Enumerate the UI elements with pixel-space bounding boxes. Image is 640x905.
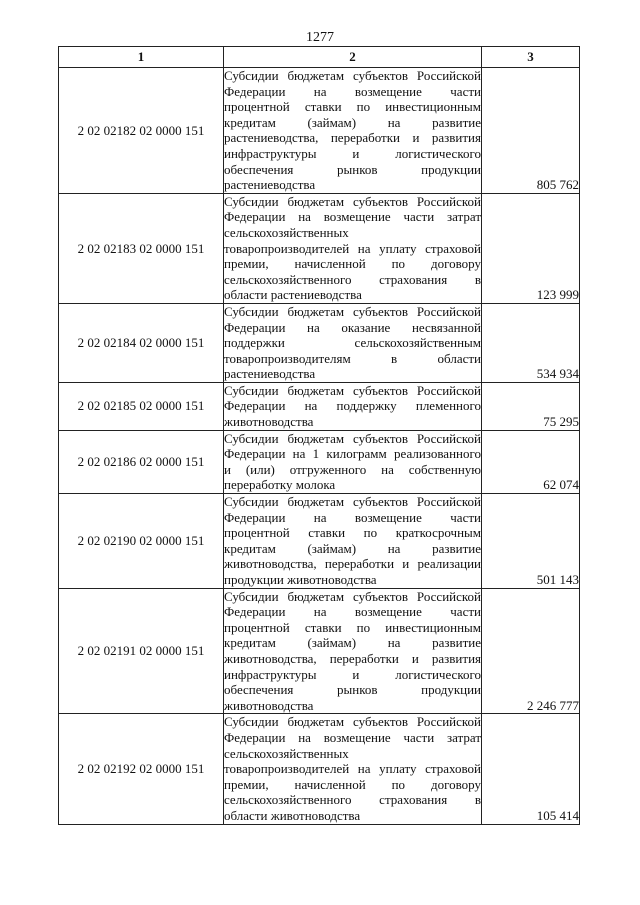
- budget-code: 2 02 02191 02 0000 151: [59, 588, 224, 714]
- table-row: [59, 303, 580, 382]
- description-line: Федерации на возмещение части: [224, 604, 481, 620]
- description-line: растениеводства: [224, 177, 316, 193]
- subsidy-amount: 75 295: [482, 382, 580, 430]
- budget-code: 2 02 02185 02 0000 151: [59, 382, 224, 430]
- subsidy-amount: 534 934: [482, 303, 580, 382]
- description-line: Федерации на возмещение части: [224, 83, 481, 99]
- description-line: кредитам (займам) на развитие: [224, 540, 481, 556]
- subsidy-description: [224, 714, 482, 824]
- description-line: области животноводства: [224, 807, 361, 823]
- description-line: Федерации на оказание несвязанной: [224, 319, 481, 335]
- subsidy-description: [224, 382, 482, 430]
- column-header-description: 2: [224, 47, 482, 68]
- description-line: премии, начисленной по договору: [224, 776, 481, 792]
- table-row: [59, 714, 580, 824]
- description-line: Субсидии бюджетам субъектов Российской: [224, 193, 481, 209]
- table-row: [59, 193, 580, 303]
- subsidy-description: [224, 588, 482, 714]
- description-line: животноводства: [224, 414, 314, 430]
- description-line: сельскохозяйственного страхования в: [224, 792, 481, 808]
- description-line: Субсидии бюджетам субъектов Российской: [224, 68, 481, 83]
- description-line: Федерации на возмещение части: [224, 509, 481, 525]
- subsidy-description: [224, 303, 482, 382]
- description-line: Субсидии бюджетам субъектов Российской: [224, 494, 481, 510]
- description-line: Федерации на возмещение части затрат: [224, 729, 481, 745]
- subsidy-description: [224, 193, 482, 303]
- table-body: [59, 68, 580, 825]
- description-line: Субсидии бюджетам субъектов Российской: [224, 303, 481, 319]
- description-line: Субсидии бюджетам субъектов Российской: [224, 588, 481, 604]
- description-line: Субсидии бюджетам субъектов Российской: [224, 382, 481, 398]
- subsidy-amount: 123 999: [482, 193, 580, 303]
- subsidy-description: [224, 430, 482, 493]
- description-line: процентной ставки по инвестиционным: [224, 619, 481, 635]
- table-row: [59, 382, 580, 430]
- budget-code: 2 02 02183 02 0000 151: [59, 193, 224, 303]
- description-line: Федерации на 1 килограмм реализованного: [224, 446, 481, 462]
- budget-code: 2 02 02182 02 0000 151: [59, 68, 224, 194]
- subsidy-amount: 62 074: [482, 430, 580, 493]
- description-line: Субсидии бюджетам субъектов Российской: [224, 430, 481, 446]
- subsidy-amount: 805 762: [482, 68, 580, 194]
- description-line: Федерации на возмещение части затрат: [224, 209, 481, 225]
- description-line: обеспечения рынков продукции: [224, 682, 481, 698]
- description-line: товаропроизводителей на уплату страховой: [224, 240, 481, 256]
- description-line: животноводства: [224, 697, 314, 713]
- description-line: и (или) отгруженного на собственную: [224, 461, 481, 477]
- subsidy-description: [224, 494, 482, 589]
- budget-code: 2 02 02190 02 0000 151: [59, 494, 224, 589]
- subsidy-amount: 105 414: [482, 714, 580, 824]
- description-line: кредитам (займам) на развитие: [224, 114, 481, 130]
- description-line: обеспечения рынков продукции: [224, 161, 481, 177]
- table-row: [59, 68, 580, 194]
- description-line: животноводства, переработки и развития: [224, 650, 481, 666]
- subsidy-description: [224, 68, 482, 194]
- table-row: [59, 588, 580, 714]
- description-line: инфраструктуры и логистического: [224, 145, 481, 161]
- description-line: товаропроизводителей на уплату страховой: [224, 761, 481, 777]
- description-line: продукции животноводства: [224, 572, 377, 587]
- description-line: поддержки сельскохозяйственным: [224, 335, 481, 351]
- description-line: области растениеводства: [224, 287, 362, 303]
- column-header-amount: 3: [482, 47, 580, 68]
- description-line: переработку молока: [224, 477, 336, 493]
- description-line: инфраструктуры и логистического: [224, 666, 481, 682]
- description-line: растениеводства: [224, 366, 316, 382]
- column-header-code: 1: [59, 47, 224, 68]
- budget-table: [58, 46, 580, 825]
- budget-code: 2 02 02186 02 0000 151: [59, 430, 224, 493]
- budget-code: 2 02 02184 02 0000 151: [59, 303, 224, 382]
- description-line: сельскохозяйственных: [224, 745, 349, 761]
- subsidy-amount: 501 143: [482, 494, 580, 589]
- description-line: Федерации на поддержку племенного: [224, 398, 481, 414]
- table-row: [59, 494, 580, 589]
- description-line: сельскохозяйственных: [224, 224, 349, 240]
- description-line: животноводства, переработки и реализации: [224, 556, 481, 572]
- description-line: кредитам (займам) на развитие: [224, 635, 481, 651]
- description-line: премии, начисленной по договору: [224, 256, 481, 272]
- description-line: растениеводства, переработки и развития: [224, 130, 481, 146]
- description-line: сельскохозяйственного страхования в: [224, 271, 481, 287]
- description-line: товаропроизводителям в области: [224, 350, 481, 366]
- budget-code: 2 02 02192 02 0000 151: [59, 714, 224, 824]
- description-line: процентной ставки по краткосрочным: [224, 525, 481, 541]
- table-row: [59, 430, 580, 493]
- description-line: Субсидии бюджетам субъектов Российской: [224, 714, 481, 730]
- description-line: процентной ставки по инвестиционным: [224, 99, 481, 115]
- table-header-row: [59, 47, 580, 68]
- subsidy-amount: 2 246 777: [482, 588, 580, 714]
- page-number: 1277: [306, 30, 334, 45]
